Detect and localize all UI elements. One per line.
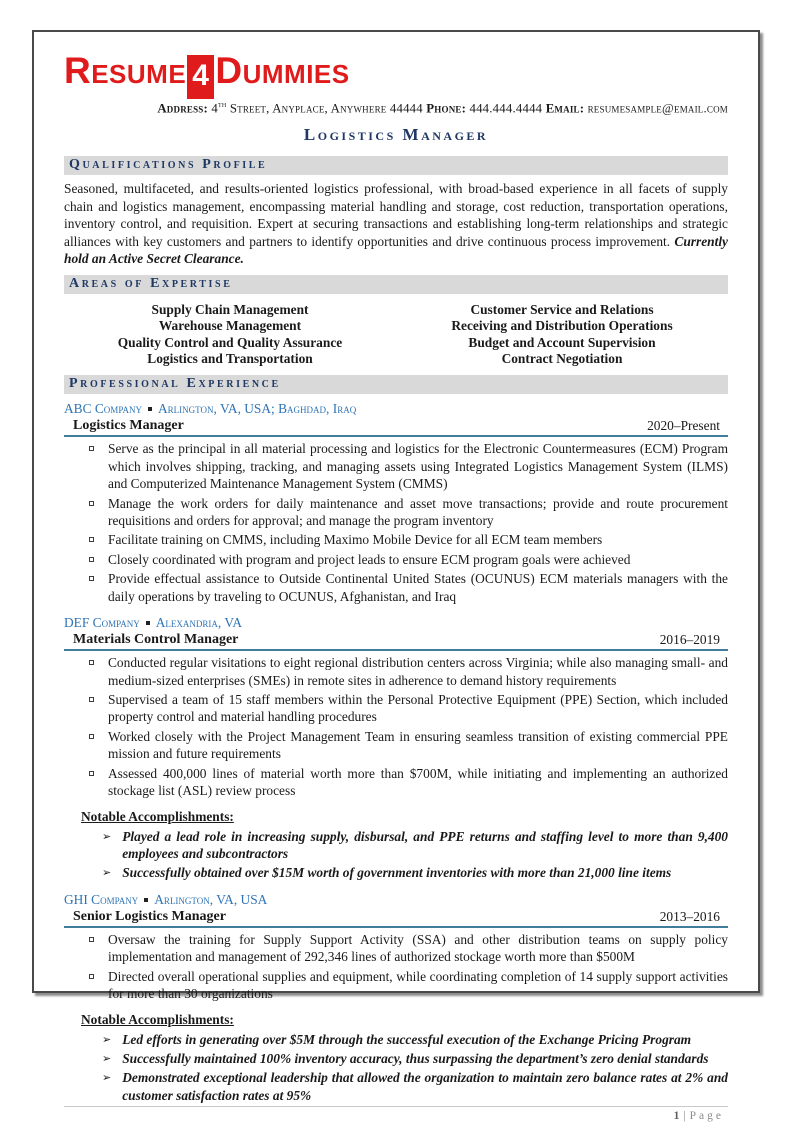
job-entry-def	[64, 607, 728, 884]
arrow-icon: ➢	[102, 1071, 112, 1085]
bullet-text: Directed overall operational supplies and equipment, while coordinating completion of 14 supply support activities for more than 30 organizations	[108, 968, 728, 1002]
bullet-item	[89, 691, 728, 726]
accomplishment-text: Successfully maintained 100% inventory accuracy, thus surpassing the department’s zero denial standards	[122, 1050, 709, 1066]
expertise-item: Contract Negotiation	[501, 351, 623, 367]
bullet-text: Oversaw the training for Supply Support Activity (SSA) and other distribution teams on supply policy implementation and management of 292,346 lines of authorized stockage worth more than $500M	[108, 931, 728, 965]
company-location: Alexandria, VA	[155, 615, 242, 631]
address-label: Address:	[157, 101, 208, 116]
accomplishment-text: Led efforts in generating over $5M through the successful execution of the Exchange Pricing Program	[122, 1031, 692, 1047]
logo-word-resume: Resume	[64, 50, 187, 91]
bullet-text: Provide effectual assistance to Outside Continental United States (OCUNUS) ECM materials managers with the daily operations by traveling to OCUNUS, Afghanistan, and Iraq	[108, 571, 728, 604]
email-value: resumesample@email.com	[587, 101, 728, 116]
bullet-text: Manage the work orders for daily maintenance and asset move transactions; provide and route procurement requisitions and orders for approval; and manage the program inventory	[108, 495, 728, 529]
arrow-icon: ➢	[102, 1051, 112, 1065]
company-name: ABC Company	[64, 401, 142, 417]
arrow-icon: ➢	[102, 866, 112, 880]
job-entry-abc	[64, 399, 728, 607]
accomplishment-item	[64, 1069, 728, 1104]
bullet-item	[89, 531, 728, 548]
page-number: 1	[673, 1110, 680, 1122]
job-header	[64, 909, 728, 928]
bullet-square-icon	[89, 446, 94, 451]
accomplishment-text: Played a lead role in increasing supply, disbursal, and PPE returns and staffing level to more than 9,400 employees and subcontractors	[122, 828, 728, 861]
arrow-icon: ➢	[102, 1032, 112, 1046]
job-title: Materials Control Manager	[73, 632, 239, 648]
clearance-note: Currently hold an Active Secret Clearance.	[64, 233, 728, 267]
bullet-item	[89, 654, 728, 689]
bullet-item	[89, 570, 728, 605]
accomplishment-text: Demonstrated exceptional leadership that allowed the organization to maintain zero balance rates at 2% and customer satisfaction rates at 95%	[122, 1070, 728, 1103]
logo-digit-4: 4	[187, 55, 214, 99]
accomplishment-item	[64, 864, 728, 881]
bullet-text: Worked closely with the Project Management Team in ensuring seamless transition of existing commercial PPE mission and future requirements	[108, 728, 728, 762]
bullet-square-icon	[89, 771, 94, 776]
job-entry-ghi	[64, 884, 728, 1106]
footer-page-label: Page	[689, 1110, 724, 1122]
company-separator-icon	[148, 407, 152, 411]
accomplishment-item	[64, 1031, 728, 1048]
bullet-text: Supervised a team of 15 staff members within the Personal Protective Equipment (PPE) Section, which included property control and material handling procedures	[108, 692, 728, 725]
section-heading-experience: Professional Experience	[64, 375, 728, 394]
company-name: DEF Company	[64, 615, 140, 631]
section-heading-expertise: Areas of Expertise	[64, 275, 728, 294]
expertise-item: Customer Service and Relations	[470, 302, 654, 317]
accomplishment-item	[64, 828, 728, 863]
accomplishments-label: Notable Accomplishments:	[81, 808, 234, 824]
bullet-item	[89, 551, 728, 568]
expertise-item: Budget and Account Supervision	[468, 334, 656, 350]
job-header	[64, 418, 728, 437]
bullet-text: Serve as the principal in all material processing and logistics for the Electronic Countermeasures (ECM) Program which involves shipping, tracking, and managing assets using Integrated Logistics Management System (ILMS) and Computerized Maintenance Management System (CMMS)	[108, 441, 728, 492]
logo-word-dummies: Dummies	[215, 50, 350, 91]
expertise-item: Receiving and Distribution Operations	[451, 318, 673, 334]
expertise-right-column	[396, 302, 728, 367]
bullet-square-icon	[89, 937, 94, 942]
section-heading-qualifications: Qualifications Profile	[64, 156, 728, 175]
job-bullet-list	[64, 440, 728, 605]
company-line	[64, 892, 728, 908]
page-footer	[64, 1106, 728, 1122]
expertise-item: Warehouse Management	[158, 318, 302, 334]
bullet-square-icon	[89, 660, 94, 665]
bullet-square-icon	[89, 537, 94, 542]
qualifications-paragraph	[64, 180, 728, 268]
company-separator-icon	[146, 621, 150, 625]
expertise-columns	[64, 302, 728, 367]
accomplishments-list	[64, 1031, 728, 1105]
accomplishment-text: Successfully obtained over $15M worth of government inventories with more than 21,000 line items	[122, 865, 672, 881]
bullet-item	[89, 968, 728, 1003]
bullet-item	[89, 931, 728, 966]
bullet-text: Closely coordinated with program and project leads to ensure ECM program goals were achieved	[108, 551, 631, 567]
expertise-item: Quality Control and Quality Assurance	[117, 334, 343, 350]
job-dates: 2013–2016	[659, 908, 720, 924]
address-ordinal: th	[218, 100, 227, 109]
bullet-square-icon	[89, 974, 94, 979]
job-dates: 2016–2019	[659, 632, 720, 648]
job-header	[64, 632, 728, 651]
job-dates: 2020–Present	[647, 418, 720, 434]
expertise-left-column	[64, 302, 396, 367]
bullet-item	[89, 728, 728, 763]
bullet-text: Conducted regular visitations to eight regional distribution centers across Virginia; while also managing small- and medium-sized enterprises (SMEs) in remote sites in adherence to demand history requirements	[108, 655, 728, 688]
accomplishments-label: Notable Accomplishments:	[81, 1011, 234, 1027]
bullet-text: Assessed 400,000 lines of material worth more than $700M, while initiating and implementing an authorized stockage list (ASL) review process	[108, 765, 728, 799]
company-name: GHI Company	[64, 891, 139, 907]
job-bullet-list	[64, 931, 728, 1003]
contact-line	[64, 100, 728, 116]
resume-page	[32, 30, 760, 1122]
expertise-item: Logistics and Transportation	[147, 351, 313, 367]
company-separator-icon	[144, 898, 148, 902]
job-title: Senior Logistics Manager	[73, 908, 226, 924]
accomplishments-list	[64, 828, 728, 882]
email-label: Email:	[545, 101, 585, 116]
bullet-text: Facilitate training on CMMS, including Maximo Mobile Device for all ECM team members	[108, 532, 603, 548]
brand-logo	[64, 52, 728, 97]
bullet-square-icon	[89, 501, 94, 506]
address-number: 4	[211, 101, 218, 116]
company-location: Arlington, VA, USA	[154, 891, 268, 907]
job-title: Logistics Manager	[73, 418, 184, 434]
bullet-square-icon	[89, 697, 94, 702]
bullet-square-icon	[89, 576, 94, 581]
phone-value: 444.444.4444	[469, 101, 543, 116]
company-location: Arlington, VA, USA; Baghdad, Iraq	[158, 401, 357, 417]
address-value: Street, Anyplace, Anywhere 44444	[229, 101, 423, 116]
page-title: Logistics Manager	[303, 125, 489, 145]
bullet-item	[89, 440, 728, 492]
footer-separator: |	[683, 1110, 686, 1122]
company-line	[64, 401, 728, 417]
company-line	[64, 615, 728, 631]
bullet-item	[89, 765, 728, 800]
bullet-square-icon	[89, 557, 94, 562]
job-bullet-list	[64, 654, 728, 799]
arrow-icon: ➢	[102, 829, 112, 843]
qualifications-text: Seasoned, multifaceted, and results-oriented logistics professional, with broad-based experience in all facets of supply chain and logistics management, encompassing material handling and storage, cost reduction, transportation operations, inventory control, and requisition. Expert at securing transactions and establishing long-term relationships and strategic alliances with key customers and partners to identify opportunities and drive continuous process improvement.	[64, 181, 728, 249]
accomplishment-item	[64, 1050, 728, 1067]
phone-label: Phone:	[426, 101, 467, 116]
expertise-item: Supply Chain Management	[151, 302, 309, 317]
bullet-item	[89, 495, 728, 530]
bullet-square-icon	[89, 734, 94, 739]
